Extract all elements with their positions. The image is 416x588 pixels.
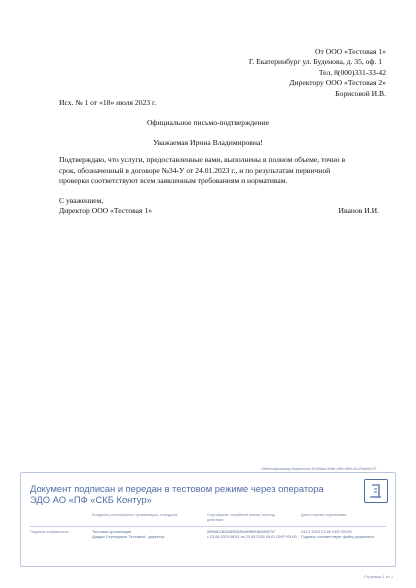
sender-address: Г. Екатеринбург ул. Буденова, д. 35, оф. 1 (248, 57, 382, 67)
document-title: Официальное письмо-подтверждение (146, 118, 270, 127)
owner-person: Диадок Сертификат Тестовый , директор (92, 534, 165, 539)
column-header-sign-time: Дата и время подписания (301, 513, 347, 517)
column-header-owner: Владелец сертификата: организация, сотрудник (92, 513, 178, 517)
body-line: проверки соответствуют всем заявленным требованиям и нормативам. (59, 176, 288, 186)
closing-regards: С уважением, (59, 196, 104, 205)
certificate-info (207, 530, 297, 539)
owner-organization: Тестовая организация (92, 530, 132, 534)
certificate-owner (92, 530, 202, 539)
recipient-name: Борисовой И.В. (335, 88, 386, 98)
column-header-certificate: Сертификат: серийный номер, период действия (207, 513, 275, 522)
outgoing-reference: Исх. № 1 от «18» июля 2023 г. (59, 98, 157, 107)
sender-block (156, 47, 386, 99)
signer-name: Иванов И.И. (338, 206, 379, 215)
page-number: Страница 1 из 1 (363, 574, 393, 579)
certificate-serial: 0565601BDAB0BD8648989E8A6D0F37 (207, 530, 275, 534)
sender-from: От ООО «Тестовая 1» (315, 47, 386, 56)
edo-stamp-title: Документ подписан и передан в тестовом режиме через оператора ЭДО АО «ПФ «СКБ Контур» (30, 483, 324, 506)
sender-phone: Тел. 8(000)331-33-42 (318, 67, 386, 77)
signature-status: Подпись соответствует файлу документа (301, 534, 374, 539)
document-id: Идентификатор документа 9c1f9bae-90de-4f6e-b8f4-e0125ab0e37f (261, 467, 376, 471)
signing-time: 24.07.2023 21:56 GMT+03:00 (301, 530, 352, 534)
signer-title: Директор ООО «Тестовая 1» (59, 206, 152, 215)
body-line: Подтверждаю, что услуги, предоставленные вами, выполнены в полном объеме, точно в (59, 155, 346, 164)
kontur-diadoc-logo-icon (364, 479, 388, 503)
greeting: Уважаемая Ирина Владимировна! (153, 138, 263, 147)
letter-body (59, 155, 389, 187)
signing-info (301, 530, 391, 539)
sender-signatures-label: Подписи отправителя: (30, 530, 70, 534)
certificate-period: с 23.06.2023 08:51 по 23.09.2024 09:01 GMT+03:00 (207, 534, 297, 539)
recipient-title: Директору ООО «Тестовая 2» (289, 78, 386, 88)
edo-signature-stamp (20, 472, 396, 567)
stamp-divider (30, 526, 386, 527)
body-line: срок, обозначенный в договоре №34-У от 24.01.2023 г., и по результатам первичной (59, 165, 331, 175)
